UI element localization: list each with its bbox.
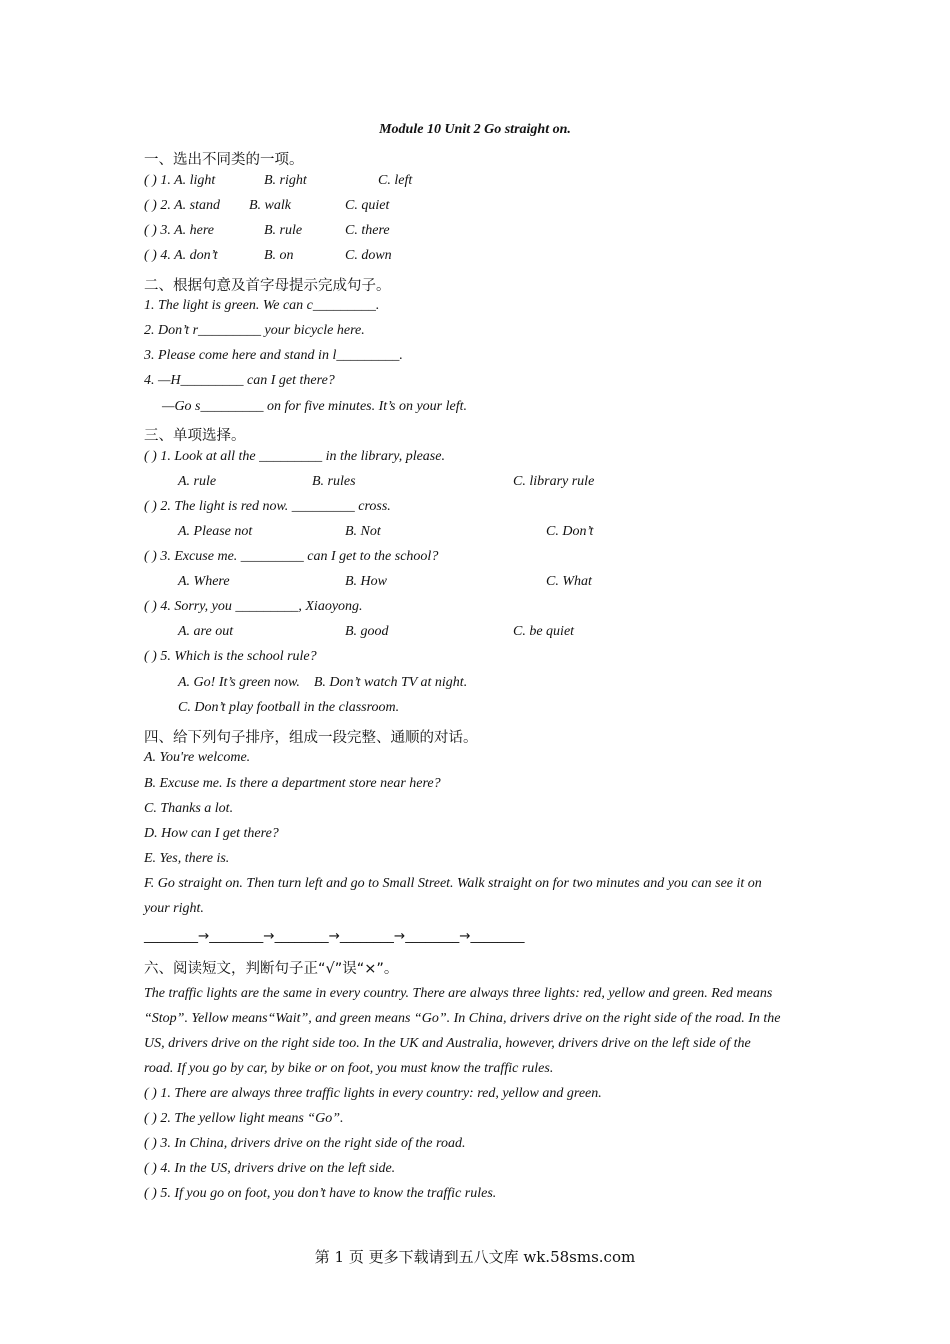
option-b: B. How [345,574,387,589]
passage-line: “Stop”. Yellow means“Wait”, and green means “Go”. In China, drivers drive on the right side of the road. In the [144,1011,781,1026]
statement: ( ) 2. The yellow light means “Go”. [144,1111,344,1126]
order-answer-line: ________→________→________→________→________→________ [144,928,525,944]
option-c: C. down [345,248,392,263]
dialogue-line: C. Thanks a lot. [144,801,234,816]
option-c: C. library rule [513,474,595,489]
option-c: C. What [546,574,592,589]
option-a: A. Where [178,574,230,589]
option-c: C. Don’t [546,524,594,539]
section2-line: —Go s_________ on for five minutes. It’s on your left. [162,399,468,414]
passage-line: road. If you go by car, by bike or on foot, you must know the traffic rules. [144,1061,554,1076]
option-c: C. quiet [345,198,390,213]
option-a: A. are out [178,624,234,639]
section1-heading: 一、选出不同类的一项。 [144,152,304,168]
statement: ( ) 3. In China, drivers drive on the right side of the road. [144,1136,466,1151]
section2-line: 3. Please come here and stand in l_________. [144,348,403,363]
item-number-option-a: ( ) 3. A. here [144,223,214,238]
question: ( ) 3. Excuse me. _________ can I get to the school? [144,549,439,564]
option-b: B. on [264,248,294,263]
passage-line: US, drivers drive on the right side too. In the UK and Australia, however, drivers drive on the left side of the [144,1036,751,1051]
option-c: C. be quiet [513,624,575,639]
option-b: B. rule [264,223,303,238]
dialogue-line: B. Excuse me. Is there a department store near here? [144,776,441,791]
section2-heading: 二、根据句意及首字母提示完成句子。 [144,278,391,294]
option-b: B. Not [345,524,381,539]
question: ( ) 5. Which is the school rule? [144,649,317,664]
passage-line: The traffic lights are the same in every country. There are always three lights: red, yellow and green. Red means [144,986,773,1001]
question: ( ) 4. Sorry, you _________, Xiaoyong. [144,599,363,614]
option-b: B. walk [249,198,291,213]
section6-heading: 六、阅读短文，判断句子正“√”误“×”。 [144,961,399,977]
section2-line: 4. —H_________ can I get there? [144,373,335,388]
dialogue-line: D. How can I get there? [144,826,279,841]
option-a: A. Please not [178,524,253,539]
item-number-option-a: ( ) 2. A. stand [144,198,220,213]
question-options: C. Don’t play football in the classroom. [178,700,400,715]
question-options: A. Go! It’s green now. B. Don’t watch TV at night. [178,675,468,690]
section2-line: 1. The light is green. We can c_________. [144,298,380,313]
section3-heading: 三、单项选择。 [144,428,246,444]
dialogue-line: E. Yes, there is. [144,851,230,866]
page-title: Module 10 Unit 2 Go straight on. [379,122,571,137]
option-b: B. rules [312,474,356,489]
option-b: B. right [264,173,307,188]
dialogue-line: A. You're welcome. [144,750,251,765]
option-c: C. left [378,173,413,188]
section2-line: 2. Don’t r_________ your bicycle here. [144,323,365,338]
statement: ( ) 4. In the US, drivers drive on the left side. [144,1161,396,1176]
dialogue-line: your right. [144,901,204,916]
page-footer: 第 1 页 更多下载请到五八文库 wk.58sms.com [314,1248,636,1266]
section4-heading: 四、给下列句子排序，组成一段完整、通顺的对话。 [144,730,478,746]
statement: ( ) 1. There are always three traffic lights in every country: red, yellow and green. [144,1086,602,1101]
statement: ( ) 5. If you go on foot, you don’t have to know the traffic rules. [144,1186,497,1201]
option-c: C. there [345,223,390,238]
option-b: B. good [345,624,389,639]
dialogue-line: F. Go straight on. Then turn left and go to Small Street. Walk straight on for two minutes and you can see it on [144,876,762,891]
question: ( ) 1. Look at all the _________ in the library, please. [144,449,445,464]
option-a: A. rule [178,474,217,489]
question: ( ) 2. The light is red now. _________ cross. [144,499,391,514]
item-number-option-a: ( ) 4. A. don’t [144,248,218,263]
item-number-option-a: ( ) 1. A. light [144,173,216,188]
